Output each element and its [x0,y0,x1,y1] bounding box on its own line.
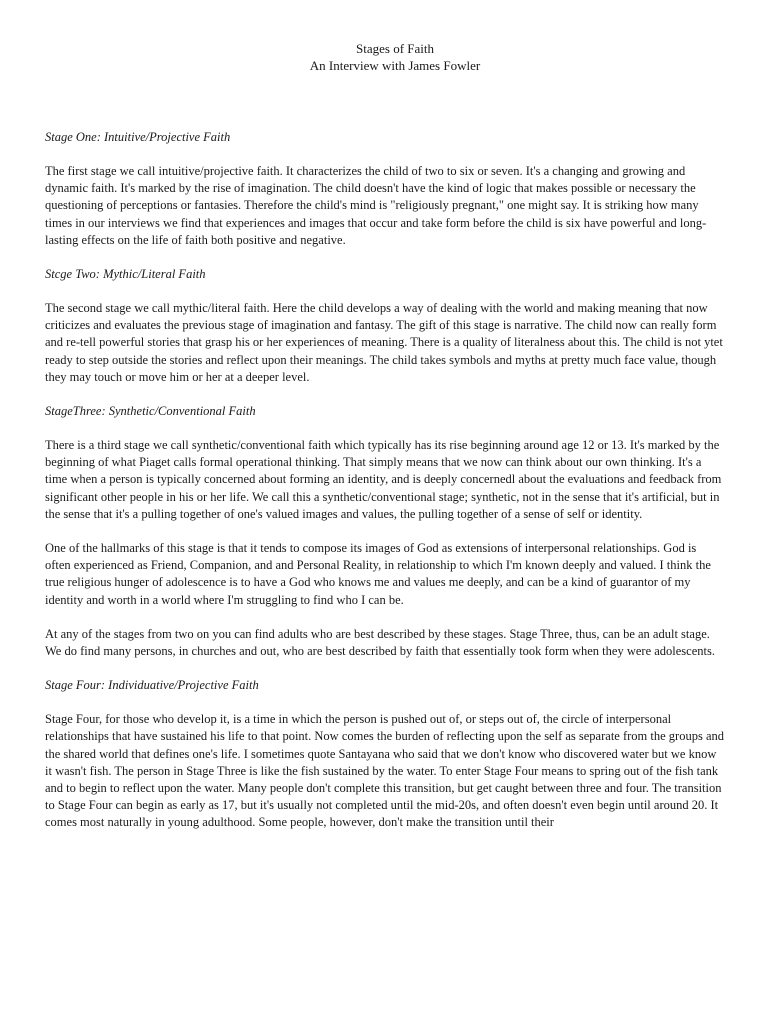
section-heading-stage-three: StageThree: Synthetic/Conventional Faith [45,404,256,419]
paragraph: The first stage we call intuitive/projective faith. It characterizes the child of two to six or seven. It's a changing and growing and dynamic faith. It's marked by the rise of imagination. The child doesn't have the kind of logic that makes possible or necessary the questioning of perceptions or fantasies. Therefore the child's mind is "religiously pregnant," one might say. It is striking how many times in our interviews we find that experiences and images that occur and take form before the child is six have powerful and long-lasting effects on the life of faith both positive and negative. [45,164,707,247]
paragraph: The second stage we call mythic/literal faith. Here the child develops a way of dealing with the world and making meaning that now criticizes and evaluates the previous stage of imagination and fantasy. The gift of this stage is narrative. The child now can really form and re-tell powerful stories that grasp his or her experiences of meaning. There is a quality of literalness about this. The child is not ytet ready to step outside the stories and reflect upon their meanings. The child takes symbols and myths at pretty much face value, though they may touch or move him or her at a deeper level. [45,301,723,384]
section-heading-stage-four: Stage Four: Individuative/Projective Faith [45,678,259,693]
document-subtitle: An Interview with James Fowler [309,58,481,73]
section-heading-stage-one: Stage One: Intuitive/Projective Faith [45,130,231,144]
section-heading-stage-two: Stcge Two: Mythic/Literal Faith [45,267,206,282]
document-title: Stages of Faith [356,41,434,56]
paragraph: There is a third stage we call synthetic/conventional faith which typically has its rise beginning around age 12 or 13. It's marked by the beginning of what Piaget calls formal operational thinking. That simply means that we now can think about our own thinking. It's a time when a person is typically concerned about forming an identity, and is deeply concernedl about the evaluations and feedback from significant other people in his or her life. We call this a synthetic/conventional stage; synthetic, not in the sense that it's artificial, but in the sense that it's a pulling together of one's valued images and values, the pulling together of a sense of self or identity. [45,438,722,521]
paragraph: At any of the stages from two on you can find adults who are best described by these stages. Stage Three, thus, can be an adult stage. We do find many persons, in churches and out, who are best described by faith that essentially took form when they were adolescents. [45,626,715,659]
paragraph: Stage Four, for those who develop it, is a time in which the person is pushed out of, or steps out of, the circle of interpersonal relationships that have sustained his life to that point. Now comes the burden of reflecting upon the self as separate from the groups and the shared world that defines one's life. I sometimes quote Santayana who said that we don't know who discovered water but we know it wasn't fish. The person in Stage Three is like the fish sustained by the water. To enter Stage Four means to spring out of the fish tank and to begin to reflect upon the water. Many people don't complete this transition, but get caught between three and four. The transition to Stage Four can begin as early as 17, but it's usually not completed until the mid-20s, and often doesn't even begin until around 20. It comes most naturally in young adulthood. Some people, however, don't make the transition until their [45,712,724,830]
document-page [45,40,725,832]
paragraph: One of the hallmarks of this stage is that it tends to compose its images of God as extensions of interpersonal relationships. God is often experienced as Friend, Companion, and and Personal Reality, in relationship to which I'm known deeply and valued. I think the true religious hunger of adolescence is to have a God who knows me and values me deeply, and can be a kind of guarantor of my identity and worth in a world where I'm struggling to find who I can be. [45,541,711,607]
title-block [65,40,725,74]
